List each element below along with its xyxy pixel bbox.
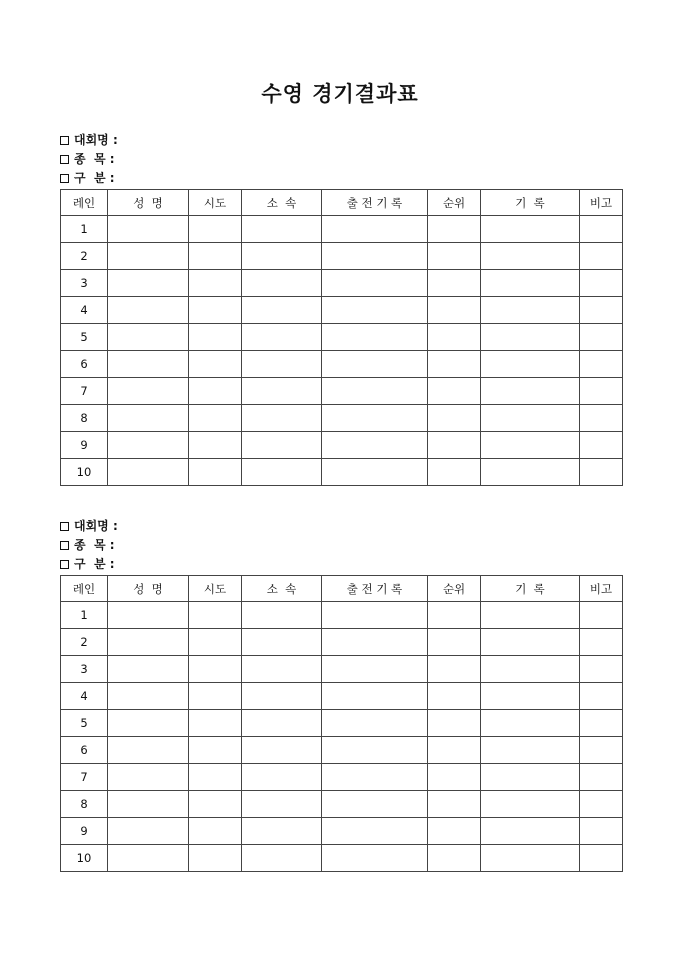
cell-name[interactable] <box>108 656 189 683</box>
cell-remarks[interactable] <box>580 405 623 432</box>
cell-rank[interactable] <box>428 710 481 737</box>
header-name: 성 명 <box>108 576 189 602</box>
cell-name[interactable] <box>108 710 189 737</box>
checkbox-icon <box>60 541 69 550</box>
cell-region[interactable] <box>189 737 242 764</box>
cell-name[interactable] <box>108 324 189 351</box>
cell-remarks[interactable] <box>580 324 623 351</box>
cell-name[interactable] <box>108 270 189 297</box>
cell-affiliation[interactable] <box>242 791 322 818</box>
table-row <box>61 683 623 710</box>
table-row <box>61 432 623 459</box>
cell-rank[interactable] <box>428 791 481 818</box>
cell-name[interactable] <box>108 351 189 378</box>
cell-affiliation[interactable] <box>242 216 322 243</box>
cell-entry-record[interactable] <box>322 459 428 486</box>
table-row <box>61 845 623 872</box>
cell-remarks[interactable] <box>580 656 623 683</box>
cell-region[interactable] <box>189 297 242 324</box>
cell-entry-record[interactable] <box>322 710 428 737</box>
cell-rank[interactable] <box>428 683 481 710</box>
header-affiliation: 소 속 <box>242 576 322 602</box>
table-row <box>61 602 623 629</box>
cell-region[interactable] <box>189 845 242 872</box>
header-name: 성 명 <box>108 190 189 216</box>
info-line-division <box>60 555 622 574</box>
cell-record[interactable] <box>481 270 580 297</box>
lane-number: 10 <box>61 845 108 872</box>
cell-region[interactable] <box>189 656 242 683</box>
lane-number: 7 <box>61 378 108 405</box>
cell-region[interactable] <box>189 270 242 297</box>
cell-record[interactable] <box>481 845 580 872</box>
cell-remarks[interactable] <box>580 602 623 629</box>
cell-remarks[interactable] <box>580 216 623 243</box>
cell-entry-record[interactable] <box>322 845 428 872</box>
info-line-event <box>60 536 622 555</box>
cell-entry-record[interactable] <box>322 818 428 845</box>
cell-remarks[interactable] <box>580 243 623 270</box>
cell-remarks[interactable] <box>580 432 623 459</box>
cell-name[interactable] <box>108 683 189 710</box>
page-title: 수영 경기결과표 <box>261 81 419 106</box>
header-record: 기 록 <box>481 576 580 602</box>
cell-name[interactable] <box>108 243 189 270</box>
table-row <box>61 405 623 432</box>
header-entry-record: 출 전 기 록 <box>322 576 428 602</box>
cell-entry-record[interactable] <box>322 405 428 432</box>
cell-rank[interactable] <box>428 243 481 270</box>
header-affiliation: 소 속 <box>242 190 322 216</box>
cell-record[interactable] <box>481 432 580 459</box>
cell-name[interactable] <box>108 297 189 324</box>
cell-affiliation[interactable] <box>242 737 322 764</box>
cell-rank[interactable] <box>428 818 481 845</box>
header-lane: 레인 <box>61 190 108 216</box>
checkbox-icon <box>60 560 69 569</box>
header-remarks: 비고 <box>580 576 623 602</box>
cell-entry-record[interactable] <box>322 602 428 629</box>
cell-entry-record[interactable] <box>322 378 428 405</box>
cell-entry-record[interactable] <box>322 764 428 791</box>
cell-affiliation[interactable] <box>242 270 322 297</box>
cell-rank[interactable] <box>428 629 481 656</box>
cell-rank[interactable] <box>428 764 481 791</box>
cell-rank[interactable] <box>428 378 481 405</box>
header-lane: 레인 <box>61 576 108 602</box>
table-row <box>61 270 623 297</box>
table-row <box>61 737 623 764</box>
cell-affiliation[interactable] <box>242 683 322 710</box>
lane-number: 7 <box>61 764 108 791</box>
table-row <box>61 351 623 378</box>
cell-region[interactable] <box>189 459 242 486</box>
table-header-row <box>61 190 623 216</box>
cell-entry-record[interactable] <box>322 324 428 351</box>
header-rank: 순위 <box>428 576 481 602</box>
cell-remarks[interactable] <box>580 270 623 297</box>
cell-affiliation[interactable] <box>242 656 322 683</box>
cell-region[interactable] <box>189 216 242 243</box>
info-line-division <box>60 169 622 188</box>
header-rank: 순위 <box>428 190 481 216</box>
table-row <box>61 378 623 405</box>
cell-record[interactable] <box>481 602 580 629</box>
cell-remarks[interactable] <box>580 764 623 791</box>
cell-region[interactable] <box>189 602 242 629</box>
cell-region[interactable] <box>189 351 242 378</box>
checkbox-icon <box>60 136 69 145</box>
lane-number: 6 <box>61 351 108 378</box>
cell-record[interactable] <box>481 791 580 818</box>
cell-name[interactable] <box>108 737 189 764</box>
info-line-competition <box>60 517 622 536</box>
info-label: 구 분 : <box>74 171 115 185</box>
table-header-row <box>61 576 623 602</box>
cell-name[interactable] <box>108 764 189 791</box>
cell-entry-record[interactable] <box>322 243 428 270</box>
lane-number: 2 <box>61 243 108 270</box>
cell-region[interactable] <box>189 791 242 818</box>
cell-record[interactable] <box>481 405 580 432</box>
cell-rank[interactable] <box>428 737 481 764</box>
cell-entry-record[interactable] <box>322 351 428 378</box>
cell-name[interactable] <box>108 459 189 486</box>
cell-region[interactable] <box>189 764 242 791</box>
cell-region[interactable] <box>189 683 242 710</box>
cell-remarks[interactable] <box>580 378 623 405</box>
cell-region[interactable] <box>189 324 242 351</box>
info-line-event <box>60 150 622 169</box>
header-region: 시도 <box>189 190 242 216</box>
cell-remarks[interactable] <box>580 710 623 737</box>
cell-record[interactable] <box>481 378 580 405</box>
cell-affiliation[interactable] <box>242 764 322 791</box>
cell-entry-record[interactable] <box>322 656 428 683</box>
lane-number: 5 <box>61 324 108 351</box>
info-label: 대회명 : <box>74 133 118 147</box>
cell-name[interactable] <box>108 432 189 459</box>
lane-number: 2 <box>61 629 108 656</box>
table-row <box>61 297 623 324</box>
cell-rank[interactable] <box>428 459 481 486</box>
cell-remarks[interactable] <box>580 629 623 656</box>
table-row <box>61 324 623 351</box>
cell-entry-record[interactable] <box>322 432 428 459</box>
table-row <box>61 656 623 683</box>
cell-affiliation[interactable] <box>242 405 322 432</box>
lane-number: 6 <box>61 737 108 764</box>
checkbox-icon <box>60 155 69 164</box>
header-record: 기 록 <box>481 190 580 216</box>
cell-name[interactable] <box>108 845 189 872</box>
table-row <box>61 216 623 243</box>
cell-remarks[interactable] <box>580 351 623 378</box>
lane-number: 8 <box>61 791 108 818</box>
cell-region[interactable] <box>189 243 242 270</box>
cell-name[interactable] <box>108 629 189 656</box>
cell-region[interactable] <box>189 405 242 432</box>
cell-rank[interactable] <box>428 270 481 297</box>
cell-record[interactable] <box>481 351 580 378</box>
cell-affiliation[interactable] <box>242 378 322 405</box>
cell-remarks[interactable] <box>580 845 623 872</box>
lane-number: 3 <box>61 656 108 683</box>
checkbox-icon <box>60 522 69 531</box>
table-row <box>61 243 623 270</box>
cell-affiliation[interactable] <box>242 432 322 459</box>
cell-record[interactable] <box>481 656 580 683</box>
cell-affiliation[interactable] <box>242 297 322 324</box>
table-row <box>61 791 623 818</box>
cell-name[interactable] <box>108 405 189 432</box>
lane-number: 4 <box>61 683 108 710</box>
info-label: 대회명 : <box>74 519 118 533</box>
cell-region[interactable] <box>189 818 242 845</box>
cell-entry-record[interactable] <box>322 297 428 324</box>
header-entry-record: 출 전 기 록 <box>322 190 428 216</box>
cell-rank[interactable] <box>428 324 481 351</box>
lane-number: 8 <box>61 405 108 432</box>
cell-region[interactable] <box>189 710 242 737</box>
cell-affiliation[interactable] <box>242 324 322 351</box>
cell-remarks[interactable] <box>580 683 623 710</box>
table-row <box>61 818 623 845</box>
table-row <box>61 629 623 656</box>
cell-rank[interactable] <box>428 297 481 324</box>
cell-affiliation[interactable] <box>242 351 322 378</box>
cell-record[interactable] <box>481 324 580 351</box>
cell-rank[interactable] <box>428 216 481 243</box>
cell-region[interactable] <box>189 629 242 656</box>
cell-entry-record[interactable] <box>322 683 428 710</box>
cell-rank[interactable] <box>428 845 481 872</box>
cell-rank[interactable] <box>428 656 481 683</box>
info-label: 종 목 : <box>74 152 115 166</box>
cell-name[interactable] <box>108 791 189 818</box>
cell-record[interactable] <box>481 216 580 243</box>
cell-entry-record[interactable] <box>322 270 428 297</box>
cell-name[interactable] <box>108 602 189 629</box>
result-section-1 <box>60 131 622 486</box>
lane-number: 9 <box>61 432 108 459</box>
cell-record[interactable] <box>481 683 580 710</box>
table-row <box>61 764 623 791</box>
info-label: 구 분 : <box>74 557 115 571</box>
header-remarks: 비고 <box>580 190 623 216</box>
cell-affiliation[interactable] <box>242 710 322 737</box>
cell-entry-record[interactable] <box>322 791 428 818</box>
header-region: 시도 <box>189 576 242 602</box>
cell-record[interactable] <box>481 737 580 764</box>
cell-name[interactable] <box>108 378 189 405</box>
cell-affiliation[interactable] <box>242 845 322 872</box>
cell-affiliation[interactable] <box>242 629 322 656</box>
lane-number: 1 <box>61 602 108 629</box>
cell-affiliation[interactable] <box>242 602 322 629</box>
cell-record[interactable] <box>481 764 580 791</box>
cell-affiliation[interactable] <box>242 459 322 486</box>
checkbox-icon <box>60 174 69 183</box>
cell-remarks[interactable] <box>580 459 623 486</box>
cell-record[interactable] <box>481 629 580 656</box>
cell-record[interactable] <box>481 459 580 486</box>
lane-number: 3 <box>61 270 108 297</box>
lane-number: 9 <box>61 818 108 845</box>
cell-affiliation[interactable] <box>242 243 322 270</box>
result-section-2 <box>60 517 622 872</box>
info-label: 종 목 : <box>74 538 115 552</box>
results-table <box>60 575 623 872</box>
table-row <box>61 710 623 737</box>
lane-number: 4 <box>61 297 108 324</box>
table-row <box>61 459 623 486</box>
cell-remarks[interactable] <box>580 297 623 324</box>
cell-region[interactable] <box>189 432 242 459</box>
results-table <box>60 189 623 486</box>
info-line-competition <box>60 131 622 150</box>
cell-record[interactable] <box>481 818 580 845</box>
cell-rank[interactable] <box>428 351 481 378</box>
cell-entry-record[interactable] <box>322 216 428 243</box>
cell-rank[interactable] <box>428 602 481 629</box>
cell-record[interactable] <box>481 710 580 737</box>
cell-entry-record[interactable] <box>322 629 428 656</box>
cell-record[interactable] <box>481 243 580 270</box>
lane-number: 1 <box>61 216 108 243</box>
cell-remarks[interactable] <box>580 791 623 818</box>
cell-remarks[interactable] <box>580 818 623 845</box>
cell-region[interactable] <box>189 378 242 405</box>
lane-number: 5 <box>61 710 108 737</box>
cell-remarks[interactable] <box>580 737 623 764</box>
cell-name[interactable] <box>108 216 189 243</box>
cell-rank[interactable] <box>428 405 481 432</box>
cell-rank[interactable] <box>428 432 481 459</box>
lane-number: 10 <box>61 459 108 486</box>
cell-name[interactable] <box>108 818 189 845</box>
cell-entry-record[interactable] <box>322 737 428 764</box>
cell-affiliation[interactable] <box>242 818 322 845</box>
cell-record[interactable] <box>481 297 580 324</box>
